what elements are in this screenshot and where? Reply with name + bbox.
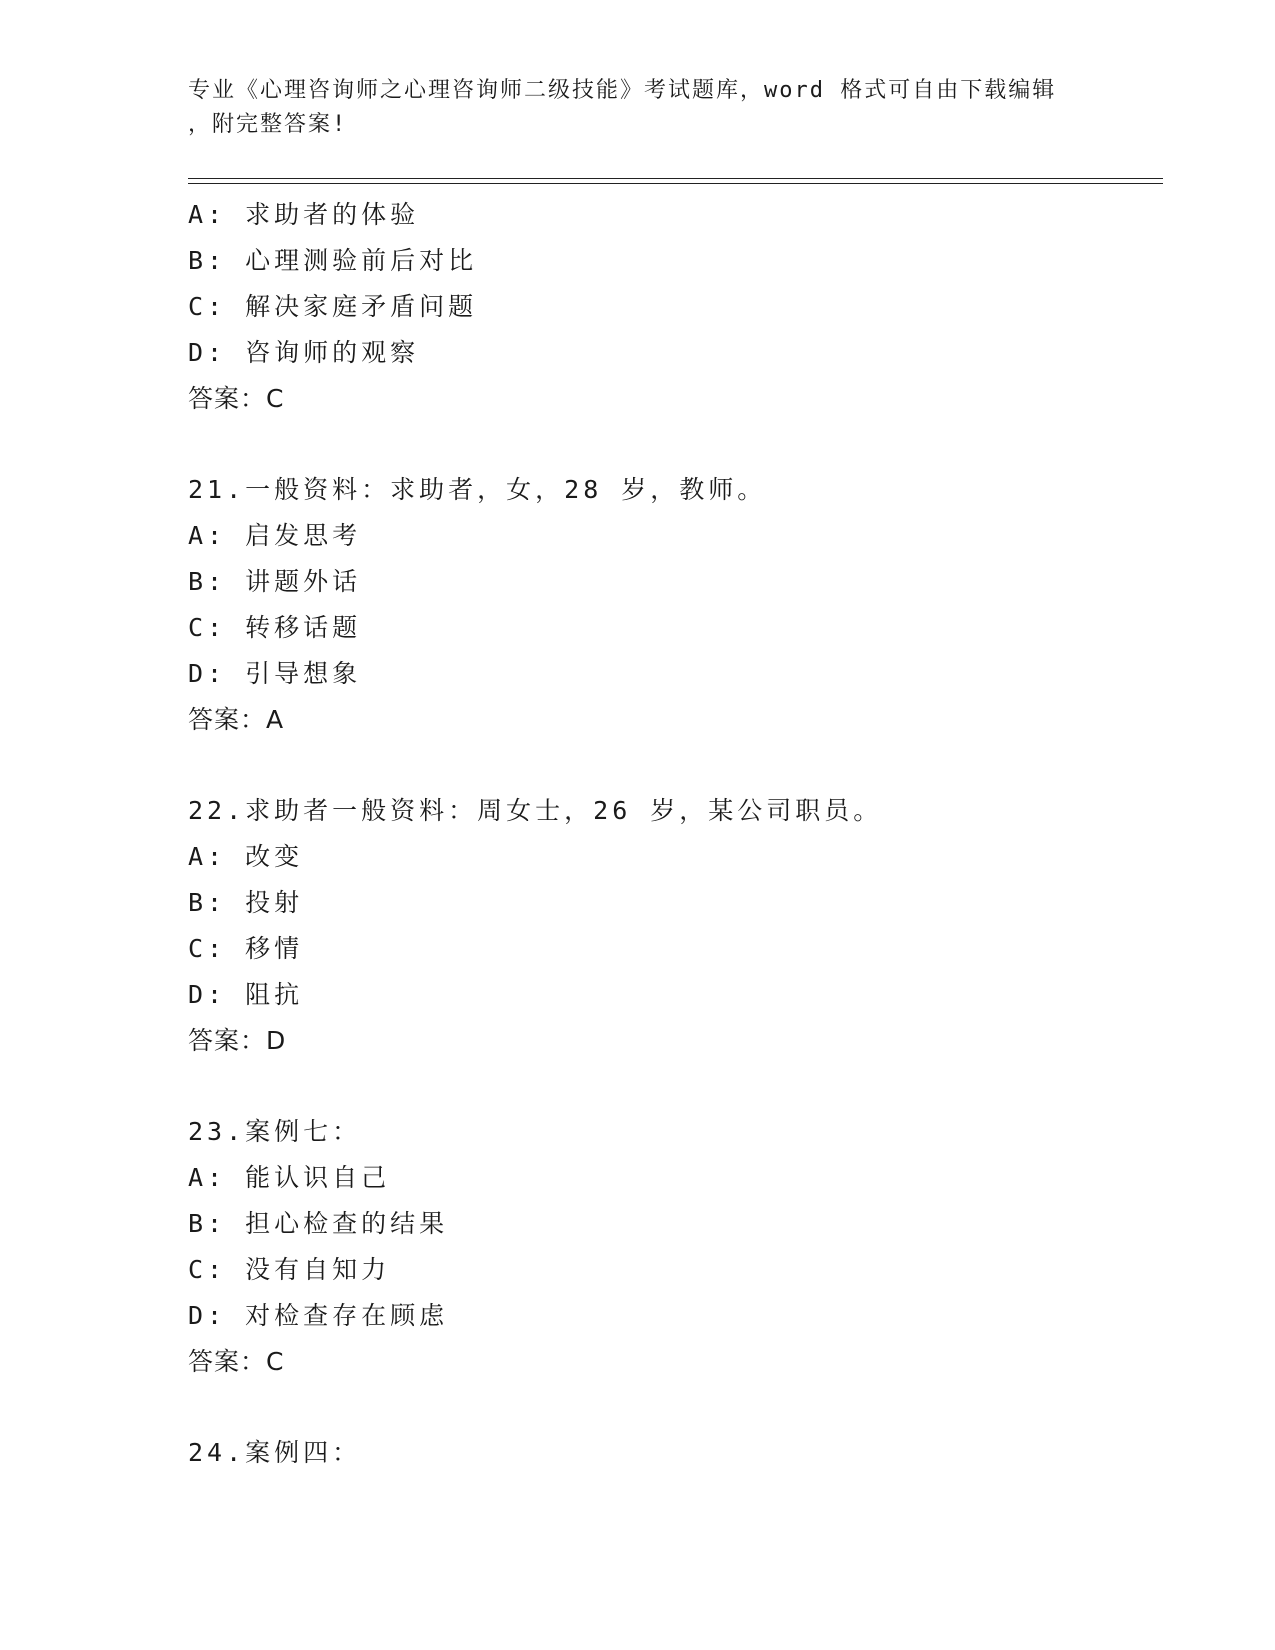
answer: 答案：A <box>188 705 285 734</box>
option-c: C: 解决家庭矛盾问题 <box>188 292 478 321</box>
option-b: B: 心理测验前后对比 <box>188 246 478 275</box>
answer: 答案：C <box>188 1347 285 1376</box>
option-b: B: 投射 <box>188 888 304 917</box>
option-c: C: 没有自知力 <box>188 1255 391 1284</box>
question-list <box>188 192 1163 1476</box>
option-b: B: 讲题外话 <box>188 567 362 596</box>
option-b: B: 担心检查的结果 <box>188 1209 449 1238</box>
question-20 <box>188 192 1163 422</box>
question-stem: 21.一般资料：求助者，女，28 岁，教师。 <box>188 475 767 504</box>
option-d: D: 阻抗 <box>188 980 304 1009</box>
answer: 答案：C <box>188 384 285 413</box>
question-24 <box>188 1430 1163 1476</box>
option-a: A: 求助者的体验 <box>188 200 420 229</box>
question-stem: 23.案例七： <box>188 1117 362 1146</box>
header-line-1: 专业《心理咨询师之心理咨询师二级技能》考试题库，word 格式可自由下载编辑 <box>188 78 1057 103</box>
header-divider-top <box>188 178 1163 179</box>
option-d: D: 咨询师的观察 <box>188 338 420 367</box>
question-stem: 24.案例四： <box>188 1438 362 1467</box>
header-line-2: ，附完整答案! <box>188 112 348 137</box>
question-stem: 22.求助者一般资料：周女士，26 岁，某公司职员。 <box>188 796 883 825</box>
option-d: D: 对检查存在顾虑 <box>188 1301 449 1330</box>
option-a: A: 启发思考 <box>188 521 362 550</box>
option-d: D: 引导想象 <box>188 659 362 688</box>
option-a: A: 改变 <box>188 842 304 871</box>
option-c: C: 转移话题 <box>188 613 362 642</box>
question-23 <box>188 1109 1163 1385</box>
question-22 <box>188 788 1163 1064</box>
option-c: C: 移情 <box>188 934 304 963</box>
answer: 答案：D <box>188 1026 287 1055</box>
header-divider-bottom <box>188 183 1163 184</box>
option-a: A: 能认识自己 <box>188 1163 391 1192</box>
question-21 <box>188 467 1163 743</box>
document-header <box>188 74 1088 142</box>
